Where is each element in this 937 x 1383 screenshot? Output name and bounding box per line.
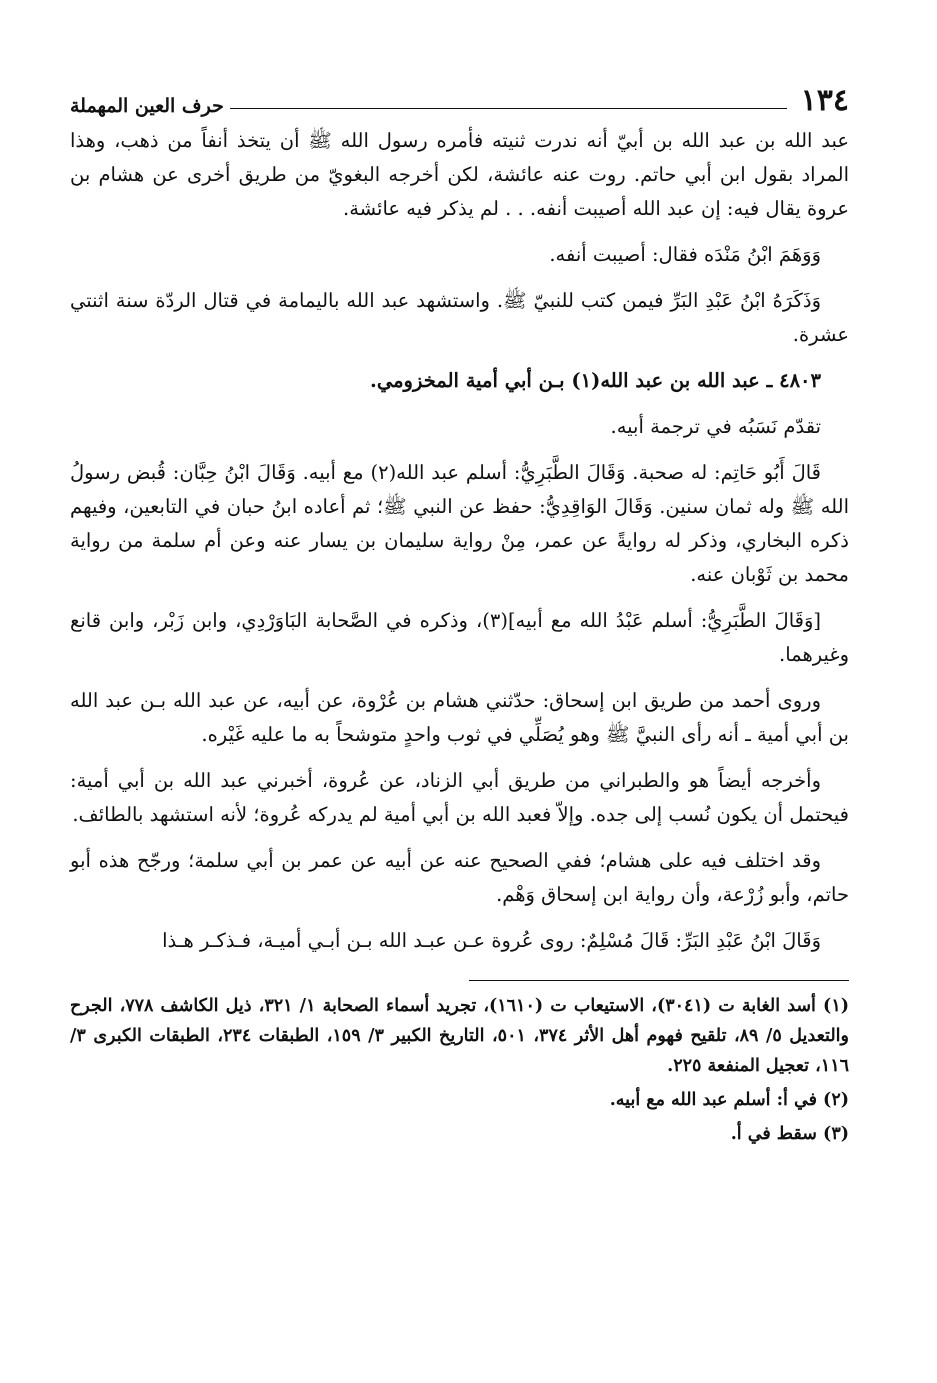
paragraph: وَقَالَ ابْنُ عَبْدِ البَرِّ: قَالَ مُسْلِمٌ: روى عُروة عـن عبـد الله بـن أبـي أميـة، فـذكـر هـذا [162, 929, 821, 952]
entry-heading: ٤٨٠٣ ـ عبد الله بن عبد الله(١) بـن أبي أمية المخزومي. [370, 369, 821, 392]
header-rule [230, 108, 787, 109]
footnote-rule [469, 980, 849, 981]
paragraph: وَذَكَرَهُ ابْنُ عَبْدِ البَرِّ فيمن كتب للنبيّ ﷺ. واستشهد عبد الله باليمامة في قتال الردّة سنة اثنتي عشرة. [70, 289, 849, 346]
page-number: ١٣٤ [800, 83, 849, 118]
running-title: حرف العين المهملة [70, 95, 224, 117]
footnote: (٢) في أ: أسلم عبد الله مع أبيه. [609, 1090, 849, 1110]
body-text [70, 124, 849, 958]
page-header [70, 78, 849, 116]
footnote: (١) أسد الغابة ت (٣٠٤١)، الاستيعاب ت (١٦١٠)، تجريد أسماء الصحابة ١/ ٣٢١، ذيل الكاشف ٧٧٨، الجرح والتعديل ٥/ ٨٩، تلقيح فهوم أهل الأثر ٣٧٤، ٥٠١، التاريخ الكبير ٣/ ١٥٩، الطبقات ٢٣٤، الطبقات الكبرى ٣/ ١١٦، تعجيل المنفعة ٢٢٥. [70, 996, 850, 1076]
paragraph: وأخرجه أيضاً هو والطبراني من طريق أبي الزناد، عن عُروة، أخبرني عبد الله بن أبي أمية: فيحتمل أن يكون نُسب إلى جده. وإلاّ فعبد الله بن أبي أمية لم يدركه عُروة؛ لأنه استشهد بالطائف. [70, 769, 849, 826]
footnote: (٣) سقط في أ. [730, 1124, 849, 1144]
paragraph: وَوَهَمَ ابْنُ مَنْدَه فقال: أصيبت أنفه. [549, 243, 821, 266]
paragraph: تقدّم نَسَبُه في ترجمة أبيه. [610, 415, 821, 438]
paragraph: [وَقَالَ الطَّبَرِيُّ: أسلم عَبْدُ الله مع أبيه](٣)، وذكره في الصَّحابة البَاوَرْدِي، وابن زَبْر، وابن قانع وغيرهما. [70, 609, 849, 666]
paragraph: قَالَ أَبُو حَاتِم: له صحبة. وَقَالَ الطَّبَرِيُّ: أسلم عبد الله(٢) مع أبيه. وَقَالَ ابْنُ حِبَّان: قُبض رسولُ الله ﷺ وله ثمان سنين. وَقَالَ الوَاقِدِيُّ: حفظ عن النبي ﷺ؛ ثم أعاده ابنُ حبان في التابعين، وفيهم ذكره البخاري، وذكر له روايةً عن عمر، مِنْ رواية سليمان بن يسار عنه وعن أم سلمة من رواية محمد بن ثَوْبان عنه. [70, 461, 849, 586]
paragraph: وقد اختلف فيه على هشام؛ ففي الصحيح عنه عن أبيه عن عمر بن أبي سلمة؛ ورجّح هذه أبو حاتم، وأبو زُرْعة، وأن رواية ابن إسحاق وَهْم. [70, 849, 849, 906]
paragraph: وروى أحمد من طريق ابن إسحاق: حدّثني هشام بن عُرْوة، عن أبيه، عن عبد الله بـن عبد الله بن أبي أمية ـ أنه رأى النبيَّ ﷺ وهو يُصَلِّي في ثوب واحدٍ متوشحاً به ما عليه غَيْره. [70, 689, 849, 746]
footnotes [70, 991, 849, 1149]
paragraph: عبد الله بن عبد الله بن أبيّ أنه ندرت ثنيته فأمره رسول الله ﷺ أن يتخذ أنفاً من ذهب، وهذا المراد بقول ابن أبي حاتم. روت عنه عائشة، لكن أخرجه البغويّ من طريق أخرى عن هشام بن عروة يقال فيه: إن عبد الله أصيبت أنفه. . . لم يذكر فيه عائشة. [70, 129, 849, 220]
